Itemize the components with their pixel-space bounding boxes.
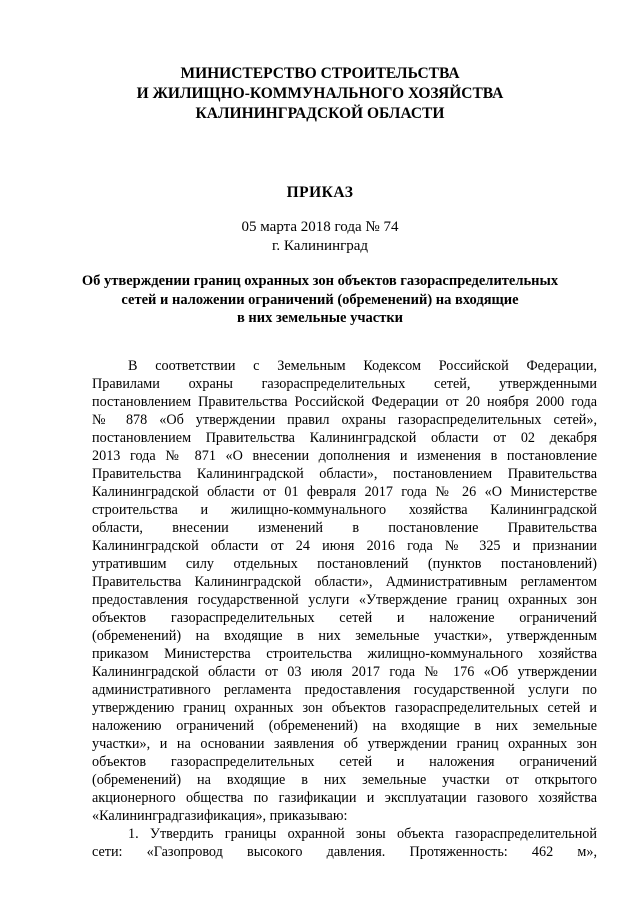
subject-line: Об утверждении границ охранных зон объектов газораспределительных <box>81 273 559 289</box>
body-line: (обременений) на входящие в них земельные участки», утвержденным <box>92 628 597 644</box>
order-dateline <box>0 218 640 256</box>
body-line: утверждению границ охранных зон объектов газораспределительных сетей и <box>92 700 597 716</box>
body-line: «Калининградгазификация», приказываю: <box>92 808 348 824</box>
body-line: строительства и жилищно-коммунального хозяйства Калининградской <box>92 502 597 518</box>
body-line: 2013 года № 871 «О внесении дополнения и изменения в постановление <box>92 448 597 464</box>
body-line: наложению ограничений (обременений) на входящие в них земельные <box>92 718 597 734</box>
body-line: предоставления государственной услуги «Утверждение границ охранных зон <box>92 592 597 608</box>
body-line: № 878 «Об утверждении правил охраны газораспределительных сетей», <box>92 412 597 428</box>
body-line: области, внесении изменений в постановление Правительства <box>92 520 597 536</box>
order-body <box>92 357 597 861</box>
body-line: акционерного общества по газификации и эксплуатации газового хозяйства <box>92 790 597 806</box>
ministry-header-line: И ЖИЛИЩНО-КОММУНАЛЬНОГО ХОЗЯЙСТВА <box>136 85 504 102</box>
order-date-number: 05 марта 2018 года № 74 <box>241 219 399 235</box>
body-line: (обременений) на входящие в них земельные участки от открытого <box>92 772 597 788</box>
body-line: В соответствии с Земельным Кодексом Российской Федерации, <box>128 358 597 374</box>
body-line: постановлением Правительства Российской Федерации от 20 ноября 2000 года <box>92 394 597 410</box>
body-line: Калининградской области от 24 июня 2016 года № 325 и признании <box>92 538 597 554</box>
body-line: Правительства Калининградской области», постановлением Правительства <box>92 466 597 482</box>
subject-line: в них земельные участки <box>236 310 404 326</box>
ministry-header-line: МИНИСТЕРСТВО СТРОИТЕЛЬСТВА <box>180 65 460 82</box>
body-line: объектов газораспределительных сетей и наложение ограничений <box>92 610 597 626</box>
body-line: Калининградской области от 01 февраля 2017 года № 26 «О Министерстве <box>92 484 597 500</box>
body-line: сети: «Газопровод высокого давления. Протяженность: 462 м», <box>92 844 597 860</box>
body-line: Калининградской области от 03 июля 2017 года № 176 «Об утверждении <box>92 664 597 680</box>
order-city: г. Калининград <box>271 238 369 254</box>
body-line: Правилами охраны газораспределительных сетей, утвержденными <box>92 376 597 392</box>
body-line: постановлением Правительства Калининградской области от 02 декабря <box>92 430 597 446</box>
ministry-header <box>0 64 640 124</box>
order-title: ПРИКАЗ <box>286 184 354 201</box>
ministry-header-line: КАЛИНИНГРАДСКОЙ ОБЛАСТИ <box>195 105 445 122</box>
body-line: административного регламента предоставления государственной услуги по <box>92 682 597 698</box>
subject-line: сетей и наложении ограничений (обременений) на входящие <box>121 291 519 308</box>
body-line: 1. Утвердить границы охранной зоны объекта газораспределительной <box>128 826 597 842</box>
body-line: Правительства Калининградской области», Административным регламентом <box>92 574 597 590</box>
body-line: участки», и на основании заявления об утверждении границ охранных зон <box>92 736 597 752</box>
order-subject <box>0 272 640 328</box>
body-line: приказом Министерства строительства жилищно-коммунального хозяйства <box>92 646 597 662</box>
body-line: утратившим силу отдельных постановлений (пунктов постановлений) <box>92 556 597 572</box>
body-line: объектов газораспределительных сетей и наложения ограничений <box>92 754 597 770</box>
